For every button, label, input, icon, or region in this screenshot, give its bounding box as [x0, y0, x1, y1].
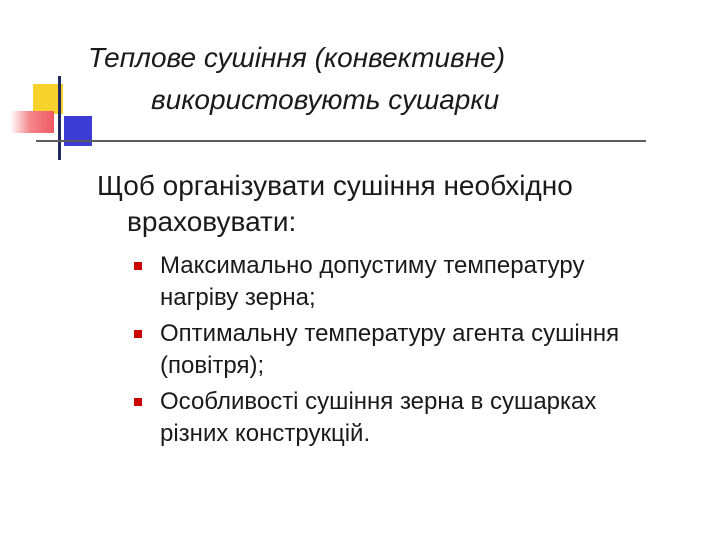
bullet-text-line-2: (повітря);: [160, 352, 265, 379]
bullet-marker: [134, 398, 142, 406]
lead-text: [97, 168, 657, 240]
slide-subtitle: використовують сушарки: [151, 84, 500, 115]
bullet-text-line-1: Максимально допустиму температуру: [160, 252, 585, 279]
bullet-marker: [134, 262, 142, 270]
slide-title: Теплове сушіння (конвективне): [88, 42, 506, 73]
lead-line-1: Щоб організувати сушіння необхідно: [97, 170, 573, 201]
bullet-text-line-1: Оптимальну температуру агента сушіння: [160, 320, 620, 347]
list-item: [134, 386, 704, 450]
bullet-text-line-2: різних конструкцій.: [160, 420, 371, 447]
lead-line-2: враховувати:: [127, 206, 297, 237]
title-divider: [36, 140, 646, 142]
bullet-list: [134, 250, 704, 454]
list-item: [134, 250, 704, 314]
bullet-text-line-2: нагріву зерна;: [160, 284, 316, 311]
bullet-marker: [134, 330, 142, 338]
logo-red-bar: [10, 111, 54, 133]
bullet-text-line-1: Особливості сушіння зерна в сушарках: [160, 388, 597, 415]
logo-vertical-line: [58, 76, 61, 160]
list-item: [134, 318, 704, 382]
